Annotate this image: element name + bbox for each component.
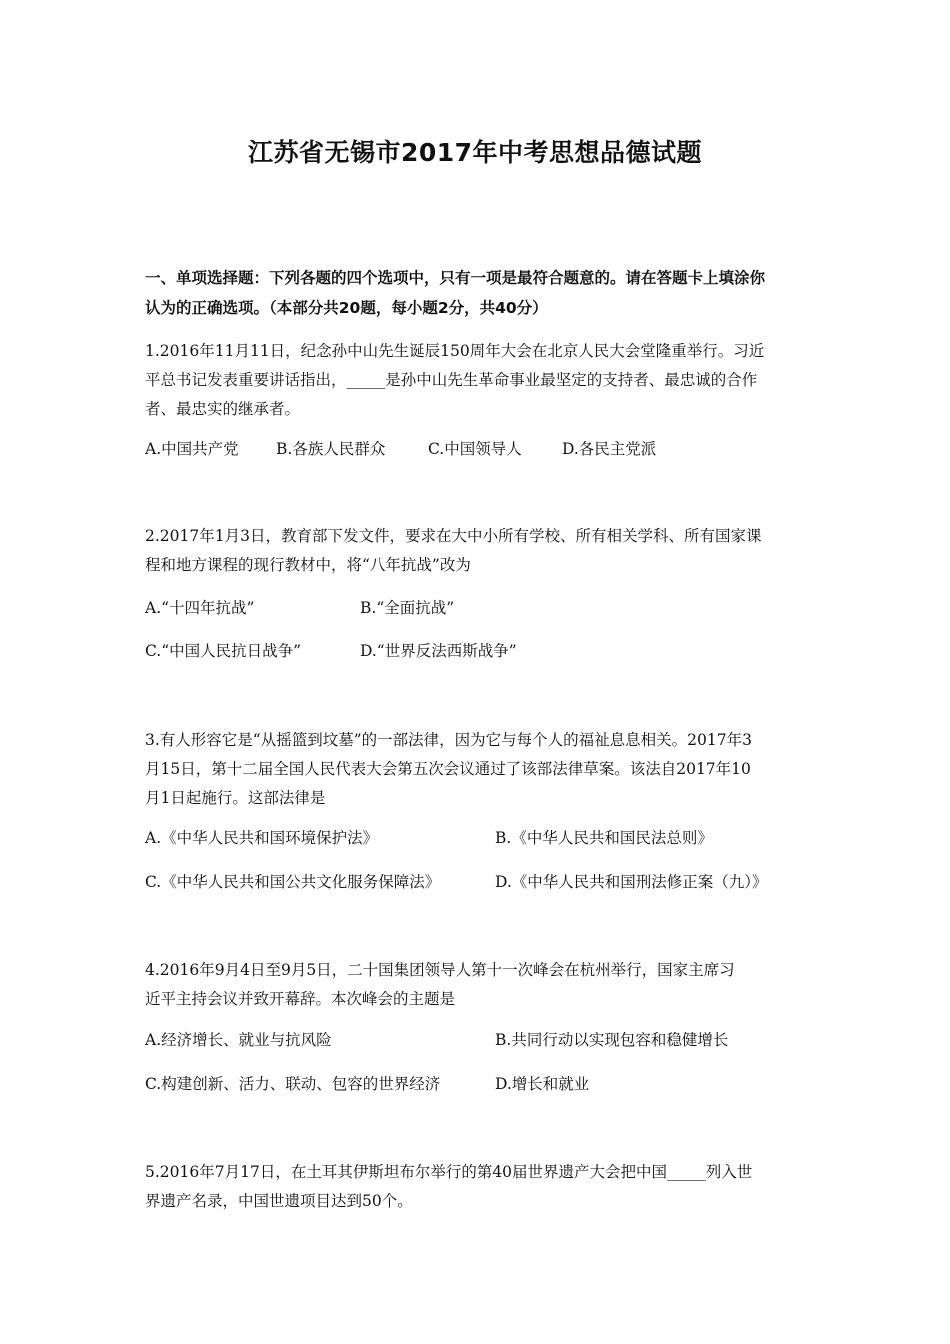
question-4-option-c: C.构建创新、活力、联动、包容的世界经济 xyxy=(145,1075,441,1093)
question-3-option-c: C.《中华人民共和国公共文化服务保障法》 xyxy=(145,873,441,891)
question-3-option-b: B.《中华人民共和国民法总则》 xyxy=(495,829,713,847)
question-line: 平总书记发表重要讲话指出，_____是孙中山先生革命事业最坚定的支持者、最忠诚的合作 xyxy=(145,371,758,389)
question-3-text xyxy=(145,726,813,813)
question-2-option-b: B.“全面抗战” xyxy=(360,599,455,617)
question-4-text xyxy=(145,956,813,1014)
question-line: 者、最忠实的继承者。 xyxy=(145,400,301,418)
question-line: 5.2016年7月17日，在土耳其伊斯坦布尔举行的第40届世界遗产大会把中国_____列入世 xyxy=(145,1163,753,1181)
document-title: 江苏省无锡市2017年中考思想品德试题 xyxy=(247,138,703,167)
section-heading xyxy=(145,263,815,323)
question-1-option-d: D.各民主党派 xyxy=(562,440,657,458)
question-1-option-c: C.中国领导人 xyxy=(428,440,522,458)
question-5-text xyxy=(145,1158,813,1216)
question-3-option-a: A.《中华人民共和国环境保护法》 xyxy=(145,829,379,847)
question-2-text xyxy=(145,522,813,580)
question-1-option-b: B.各族人民群众 xyxy=(276,440,386,458)
question-line: 界遗产名录，中国世遗项目达到50个。 xyxy=(145,1192,413,1210)
question-line: 月1日起施行。这部法律是 xyxy=(145,789,326,807)
question-line: 2.2017年1月3日，教育部下发文件，要求在大中小所有学校、所有相关学科、所有国家课 xyxy=(145,527,762,545)
question-line: 近平主持会议并致开幕辞。本次峰会的主题是 xyxy=(145,990,456,1008)
question-line: 1.2016年11月11日，纪念孙中山先生诞辰150周年大会在北京人民大会堂隆重举行。习近 xyxy=(145,342,765,360)
question-2-option-a: A.“十四年抗战” xyxy=(145,599,255,617)
question-3-option-d: D.《中华人民共和国刑法修正案（九）》 xyxy=(495,873,768,891)
question-line: 4.2016年9月4日至9月5日，二十国集团领导人第十一次峰会在杭州举行，国家主席习 xyxy=(145,961,735,979)
question-line: 3.有人形容它是“从摇篮到坟墓”的一部法律，因为它与每个人的福祉息息相关。2017年3 xyxy=(145,731,752,749)
question-2-option-c: C.“中国人民抗日战争” xyxy=(145,642,302,660)
section-heading-line: 一、单项选择题：下列各题的四个选项中，只有一项是最符合题意的。请在答题卡上填涂你 xyxy=(145,269,766,287)
question-4-option-b: B.共同行动以实现包容和稳健增长 xyxy=(495,1031,729,1049)
question-4-option-d: D.增长和就业 xyxy=(495,1075,590,1093)
question-2-option-d: D.“世界反法西斯战争” xyxy=(360,642,517,660)
question-line: 程和地方课程的现行教材中，将“八年抗战”改为 xyxy=(145,556,471,574)
question-4-option-a: A.经济增长、就业与抗风险 xyxy=(145,1031,332,1049)
question-1-option-a: A.中国共产党 xyxy=(145,440,239,458)
question-line: 月15日，第十二届全国人民代表大会第五次会议通过了该部法律草案。该法自2017年10 xyxy=(145,760,751,778)
section-heading-line: 认为的正确选项。（本部分共20题，每小题2分，共40分） xyxy=(145,299,548,317)
question-1-text xyxy=(145,337,813,424)
